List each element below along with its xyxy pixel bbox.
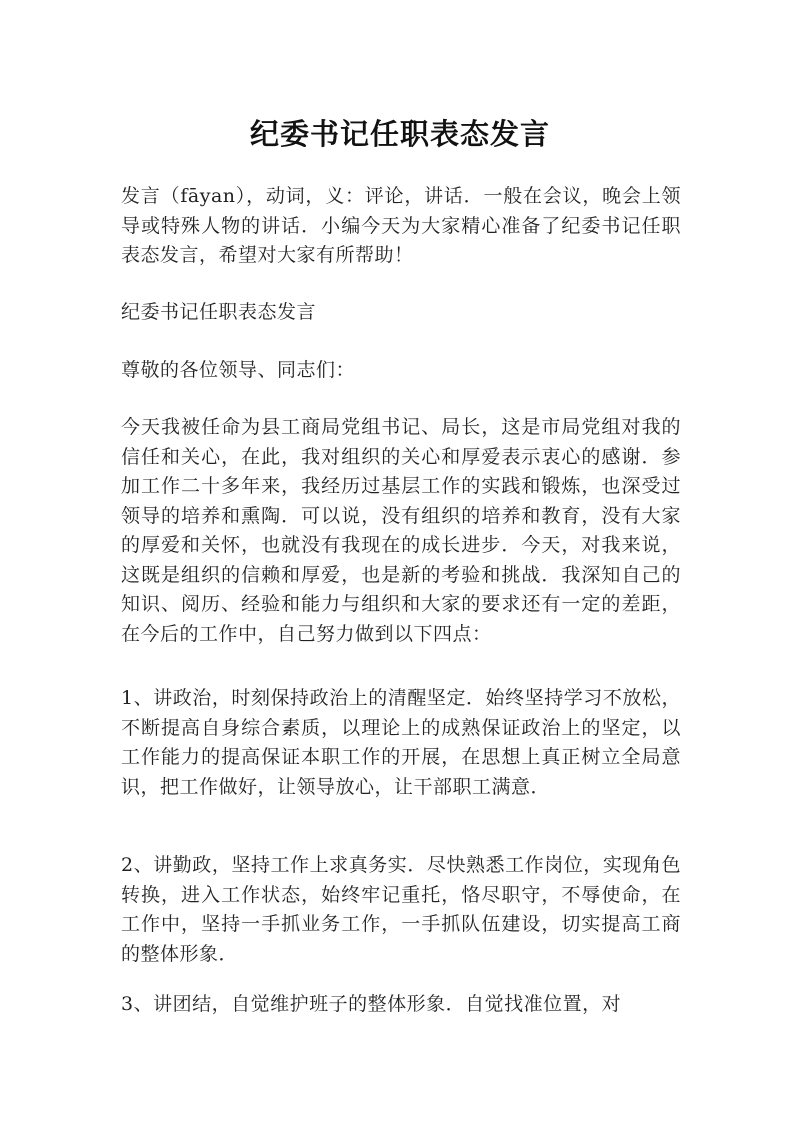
main-paragraph: 今天我被任命为县工商局党组书记、局长，这是市局党组对我的信任和关心，在此，我对组织的关心和厚爱表示衷心的感谢．参加工作二十多年来，我经历过基层工作的实践和锻炼，也深受过领导的培养和熏陶．可以说，没有组织的培养和教育，没有大家的厚爱和关怀，也就没有我现在的成长进步．今天，对我来说，这既是组织的信赖和厚爱，也是新的考验和挑战．我深知自己的知识、阅历、经验和能力与组织和大家的要求还有一定的差距，在今后的工作中，自己努力做到以下四点：	[121, 416, 681, 645]
document-title: 纪委书记任职表态发言	[249, 117, 550, 151]
point-two-paragraph: 2、讲勤政，坚持工作上求真务实．尽快熟悉工作岗位，实现角色转换，进入工作状态，始终牢记重托，恪尽职守，不辱使命，在工作中，坚持一手抓业务工作，一手抓队伍建设，切实提高工商的整体形象．	[121, 854, 681, 965]
point-three-paragraph: 3、讲团结，自觉维护班子的整体形象．自觉找准位置，对	[121, 993, 622, 1015]
speech-heading: 纪委书记任职表态发言	[121, 301, 317, 323]
point-one-paragraph: 1、讲政治，时刻保持政治上的清醒坚定．始终坚持学习不放松，不断提高自身综合素质，以理论上的成熟保证政治上的坚定，以工作能力的提高保证本职工作的开展，在思想上真正树立全局意识，把工作做好，让领导放心，让干部职工满意．	[121, 687, 681, 798]
greeting-paragraph: 尊敬的各位领导、同志们：	[121, 359, 356, 381]
intro-paragraph: 发言（fāyan），动词，义：评论，讲话．一般在会议，晚会上领导或特殊人物的讲话．小编今天为大家精心准备了纪委书记任职表态发言，希望对大家有所帮助！	[121, 185, 681, 266]
